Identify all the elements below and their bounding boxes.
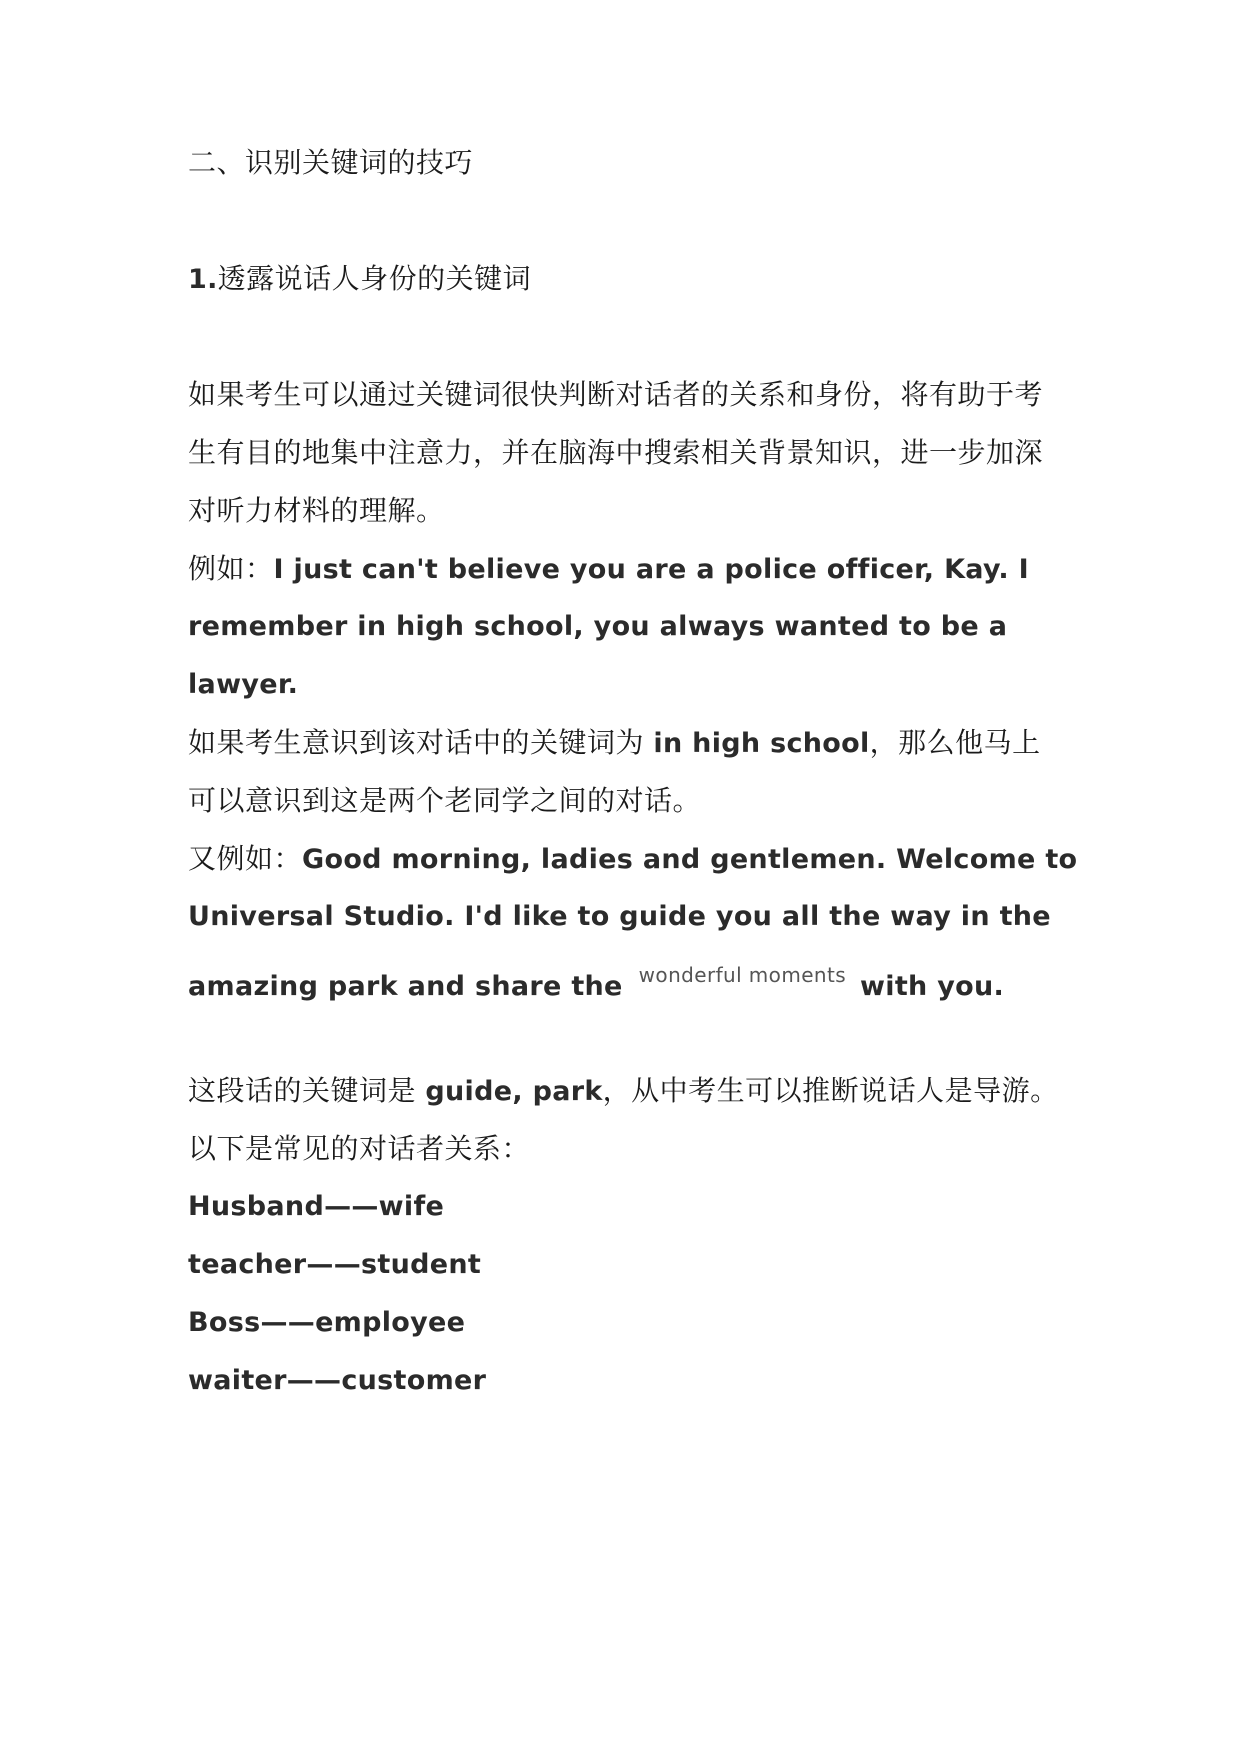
relation-item-2: teacher——student	[188, 1249, 482, 1280]
relation-item-3: Boss——employee	[188, 1307, 466, 1338]
example-1-line-1	[188, 549, 1029, 590]
section-title: 透露说话人身份的关键词	[217, 262, 532, 295]
section-heading	[188, 259, 531, 300]
example-2-text-1: Good morning, ladies and gentlemen. Welcome to	[302, 844, 1078, 875]
example-2-line-1	[188, 839, 1077, 880]
intro-line-2: 生有目的地集中注意力，并在脑海中搜索相关背景知识，进一步加深	[188, 436, 1044, 469]
relations-intro: 以下是常见的对话者关系：	[188, 1132, 531, 1165]
example-2-text-3-pre: amazing park and share the	[188, 971, 623, 1002]
explain-2-line	[188, 1071, 1059, 1112]
explain-1-line-1	[188, 723, 1041, 764]
explain-2-pre: 这段话的关键词是	[188, 1074, 426, 1107]
relation-item-4: waiter——customer	[188, 1365, 487, 1396]
intro-line-1: 如果考生可以通过关键词很快判断对话者的关系和身份，将有助于考	[188, 378, 1044, 411]
example-2-prefix: 又例如：	[188, 842, 303, 875]
example-2-text-3-post: with you.	[860, 971, 1005, 1002]
relation-item-1: Husband——wife	[188, 1191, 445, 1222]
page-heading: 二、识别关键词的技巧	[188, 146, 474, 179]
explain-1-post: ，那么他马上	[869, 726, 1041, 759]
example-1-text-1: I just can't believe you are a police officer, Kay. I	[273, 554, 1030, 585]
example-1-line-3: lawyer.	[188, 669, 299, 700]
section-number: 1.	[188, 264, 218, 295]
example-1-prefix: 例如：	[188, 552, 274, 585]
inset-text-image: wonderful moments	[638, 963, 847, 987]
explain-2-keyword: guide, park	[425, 1076, 603, 1107]
explain-1-pre: 如果考生意识到该对话中的关键词为	[188, 726, 654, 759]
example-2-line-3	[188, 955, 1004, 1007]
example-2-line-2: Universal Studio. I'd like to guide you all the way in the	[188, 901, 1051, 932]
example-1-line-2: remember in high school, you always wanted to be a	[188, 611, 1008, 642]
intro-line-3: 对听力材料的理解。	[188, 494, 445, 527]
explain-2-post: ，从中考生可以推断说话人是导游。	[602, 1074, 1059, 1107]
explain-1-keyword: in high school	[653, 728, 870, 759]
explain-1-line-2: 可以意识到这是两个老同学之间的对话。	[188, 784, 702, 817]
